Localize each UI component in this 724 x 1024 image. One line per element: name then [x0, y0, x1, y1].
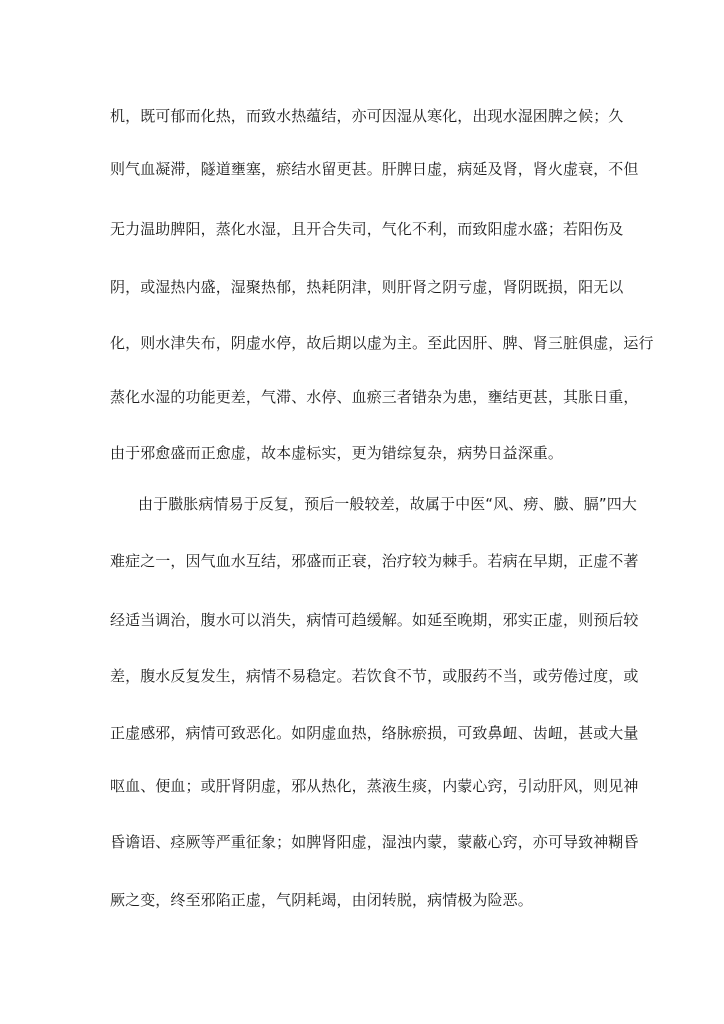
paragraph-2-line-1: 由于臌胀病情易于反复，预后一般较差，故属于中医“风、痨、臌、膈”四大 [138, 495, 637, 513]
paragraph-1-line-2: 则气血凝滞，隧道壅塞，瘀结水留更甚。肝脾日虚，病延及肾，肾火虚衰，不但 [110, 160, 639, 178]
paragraph-2-line-5: 正虚感邪，病情可致恶化。如阴虚血热，络脉瘀损，可致鼻衄、齿衄，甚或大量 [110, 724, 639, 742]
paragraph-1-line-4: 阴，或湿热内盛，湿聚热郁，热耗阴津，则肝肾之阴亏虚，肾阴既损，阳无以 [110, 278, 624, 296]
paragraph-2-line-8: 厥之变，终至邪陷正虚，气阴耗竭，由闭转脱，病情极为险恶。 [110, 891, 533, 909]
paragraph-1-line-3: 无力温助脾阳，蒸化水湿，且开合失司，气化不利，而致阳虚水盛；若阳伤及 [110, 220, 624, 238]
paragraph-2-line-7: 昏谵语、痉厥等严重征象；如脾肾阳虚，湿浊内蒙，蒙蔽心窍，亦可导致神糊昏 [110, 833, 639, 851]
paragraph-1-line-6: 蒸化水湿的功能更差，气滞、水停、血瘀三者错杂为患，壅结更甚，其胀日重， [110, 388, 639, 406]
paragraph-1-line-7: 由于邪愈盛而正愈虚，故本虚标实，更为错综复杂，病势日益深重。 [110, 444, 564, 462]
paragraph-2-line-2: 难症之一，因气血水互结，邪盛而正衰，治疗较为棘手。若病在早期，正虚不著 [110, 552, 639, 570]
paragraph-2-line-3: 经适当调治，腹水可以消失，病情可趋缓解。如延至晚期，邪实正虚，则预后较 [110, 611, 639, 629]
paragraph-2-line-6: 呕血、便血；或肝肾阴虚，邪从热化，蒸液生痰，内蒙心窍，引动肝风，则见神 [110, 777, 639, 795]
paragraph-1-line-1: 机，既可郁而化热，而致水热蕴结，亦可因湿从寒化，出现水湿困脾之候；久 [110, 107, 624, 125]
paragraph-1-line-5: 化，则水津失布，阴虚水停，故后期以虚为主。至此因肝、脾、肾三脏俱虚，运行 [110, 334, 654, 352]
paragraph-2-line-4: 差，腹水反复发生，病情不易稳定。若饮食不节，或服药不当，或劳倦过度，或 [110, 667, 639, 685]
